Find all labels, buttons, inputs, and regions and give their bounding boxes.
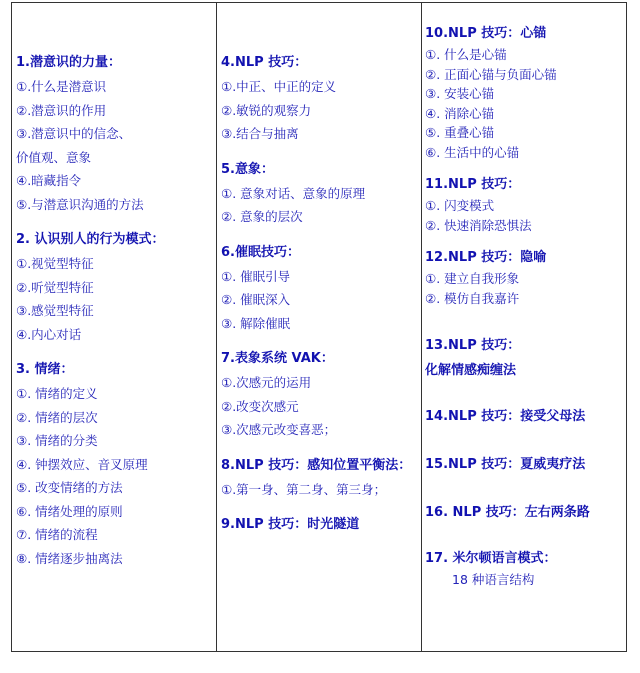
section-emotions (16, 358, 216, 570)
list-item: ③. 安装心锚 (425, 86, 495, 101)
column-3 (422, 3, 626, 651)
list-item: ⑧. 情绪逐步抽离法 (16, 550, 123, 566)
list-item: ①.什么是潜意识 (16, 79, 107, 94)
section-hypnosis (221, 241, 421, 336)
list-item: ②. 快速消除恐惧法 (425, 217, 532, 233)
column-1 (12, 3, 217, 651)
section-behavior-patterns (16, 228, 216, 346)
section-flash-pattern (425, 174, 626, 235)
section-title: 1.潜意识的力量： (16, 55, 121, 70)
section-perceptual-positions (221, 454, 421, 502)
section-title: 2. 认识别人的行为模式： (16, 232, 165, 247)
list-item: ②.潜意识的作用 (16, 102, 107, 118)
list-item: ①. 建立自我形象 (425, 271, 520, 286)
section-title: 9.NLP 技巧：时光隧道 (221, 517, 360, 532)
section-title: 3. 情绪： (16, 362, 74, 377)
section-title: 5.意象： (221, 161, 274, 177)
list-item: ⑥. 情绪处理的原则 (16, 503, 123, 519)
list-item: ②. 催眠深入 (221, 292, 291, 307)
section-title: 8.NLP 技巧：感知位置平衡法： (221, 457, 412, 473)
list-item: ⑦. 情绪的流程 (16, 527, 98, 542)
list-item: 价值观、意象 (16, 149, 92, 165)
list-item: ⑤. 改变情绪的方法 (16, 480, 123, 495)
list-item: ③.感觉型特征 (16, 303, 94, 318)
column-2 (217, 3, 422, 651)
list-item: ③. 情绪的分类 (16, 433, 98, 448)
section-title: 15.NLP 技巧：夏威夷疗法 (425, 457, 586, 472)
list-item: ②. 模仿自我嘉许 (425, 290, 520, 306)
section-time-tunnel (221, 513, 421, 537)
list-item: ①. 什么是心锚 (425, 47, 507, 62)
list-item: ①.视觉型特征 (16, 256, 94, 271)
list-item: ②.听觉型特征 (16, 279, 94, 295)
section-title: 4.NLP 技巧： (221, 55, 308, 70)
section-vak (221, 347, 421, 442)
section-hawaiian-therapy (425, 454, 626, 476)
section-metaphor (425, 247, 626, 308)
section-title: 16. NLP 技巧：左右两条路 (425, 505, 590, 520)
list-item: 18 种语言结构 (452, 572, 535, 587)
list-item: ④. 钟摆效应、音叉原理 (16, 456, 148, 472)
list-item: ①. 闪变模式 (425, 198, 495, 213)
section-subconscious (16, 51, 216, 216)
list-item: ②.改变次感元 (221, 398, 299, 414)
list-item: ③.次感元改变喜恶； (221, 422, 337, 437)
section-title: 化解情感痴缠法 (425, 363, 517, 378)
section-two-roads (425, 502, 626, 524)
course-outline-table (11, 2, 627, 652)
list-item: ②. 情绪的层次 (16, 409, 98, 425)
section-title: 14.NLP 技巧：接受父母法 (425, 409, 586, 424)
list-item: ③. 解除催眠 (221, 315, 291, 331)
list-item: ①. 催眠引导 (221, 268, 291, 284)
section-emotional-entanglement (425, 332, 626, 382)
list-item: ②.敏锐的观察力 (221, 102, 312, 118)
list-item: ④.暗藏指令 (16, 173, 82, 188)
list-item: ⑤. 重叠心锚 (425, 125, 495, 140)
list-item: ①.中正、中正的定义 (221, 79, 337, 94)
list-item: ①. 情绪的定义 (16, 386, 98, 401)
list-item: ①. 意象对话、意象的原理 (221, 185, 366, 201)
section-title: 13.NLP 技巧： (425, 338, 521, 353)
section-title: 17. 米尔顿语言模式： (425, 551, 557, 566)
list-item: ⑥. 生活中的心锚 (425, 144, 520, 160)
section-milton-model (425, 548, 626, 590)
section-title: 12.NLP 技巧：隐喻 (425, 250, 547, 265)
section-accept-parents (425, 406, 626, 428)
section-title: 11.NLP 技巧： (425, 177, 521, 192)
list-item: ①.次感元的运用 (221, 375, 312, 390)
list-item: ①.第一身、第二身、第三身； (221, 481, 387, 497)
list-item: ④.内心对话 (16, 326, 82, 342)
section-title: 10.NLP 技巧：心锚 (425, 26, 547, 41)
list-item: ②. 正面心锚与负面心锚 (425, 66, 557, 82)
list-item: ③.结合与抽离 (221, 126, 299, 141)
list-item: ③.潜意识中的信念、 (16, 126, 132, 141)
section-nlp-skills (221, 51, 421, 146)
section-anchoring (425, 23, 626, 162)
list-item: ⑤.与潜意识沟通的方法 (16, 196, 144, 212)
section-title: 7.表象系统 VAK： (221, 351, 334, 366)
section-imagery (221, 158, 421, 229)
list-item: ②. 意象的层次 (221, 209, 303, 224)
section-title: 6.催眠技巧： (221, 244, 300, 260)
list-item: ④. 消除心锚 (425, 105, 495, 121)
